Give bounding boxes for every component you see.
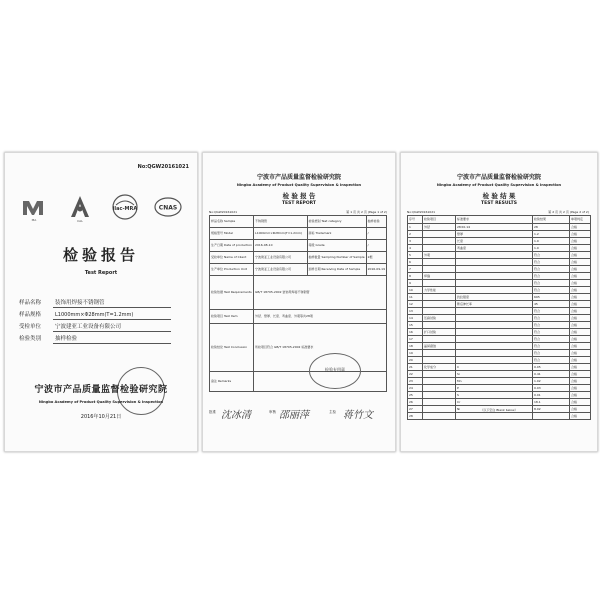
table-cell: 力学性能 bbox=[423, 287, 456, 294]
producer-value: 宁波建亚工业设备有限公司 bbox=[254, 264, 307, 276]
table-row bbox=[408, 350, 591, 357]
table-cell bbox=[456, 315, 533, 322]
table-row bbox=[408, 224, 591, 231]
table-cell: 符合 bbox=[533, 273, 570, 280]
table-cell bbox=[423, 259, 456, 266]
table-cell: 合格 bbox=[570, 273, 591, 280]
table-cell: 0.03 bbox=[533, 385, 570, 392]
table-row bbox=[408, 308, 591, 315]
table-cell: 11 bbox=[408, 294, 423, 301]
table-cell: 1.0 bbox=[533, 245, 570, 252]
table-cell: Si bbox=[456, 371, 533, 378]
table-cell: 28±0.14 bbox=[456, 224, 533, 231]
field-underline bbox=[53, 319, 171, 320]
table-cell: 焊缝 bbox=[423, 273, 456, 280]
table-cell: 压扁试验 bbox=[423, 315, 456, 322]
signature-label-inspector: 主检 bbox=[329, 410, 336, 414]
table-cell bbox=[456, 350, 533, 357]
table-cell: 695 bbox=[533, 294, 570, 301]
table-cell: 符合 bbox=[533, 336, 570, 343]
report-page-indicator: 第 1 页 共 2 页 (Page 1 of 2) bbox=[346, 210, 387, 214]
table-cell: 符合 bbox=[533, 343, 570, 350]
table-cell: 符合 bbox=[533, 350, 570, 357]
table-cell: 合格 bbox=[570, 378, 591, 385]
table-cell bbox=[423, 350, 456, 357]
table-cell bbox=[456, 287, 533, 294]
table-cell: 合格 bbox=[570, 343, 591, 350]
field-underline bbox=[53, 331, 171, 332]
signature-reviewed: 邵丽萍 bbox=[279, 410, 309, 421]
cnas-logo bbox=[153, 193, 183, 223]
table-cell: 0.05 bbox=[533, 364, 570, 371]
table-cell bbox=[456, 252, 533, 259]
table-cell: 断后伸长率 bbox=[456, 301, 533, 308]
report-institute-cn: 宁波市产品质量监督检验研究院 bbox=[256, 174, 341, 181]
table-cell: 合格 bbox=[570, 392, 591, 399]
table-cell: 合格 bbox=[570, 371, 591, 378]
results-institute-cn: 宁波市产品质量监督检验研究院 bbox=[456, 174, 541, 181]
table-cell: 18 bbox=[408, 343, 423, 350]
table-cell: 12 bbox=[408, 301, 423, 308]
table-cell bbox=[423, 245, 456, 252]
table-cell: 28 bbox=[533, 224, 570, 231]
table-row: 生产单位 Production Unit 宁波建亚工业设备有限公司 到样日期 Receiving Date of Sample 2016-09-19 bbox=[210, 264, 387, 276]
table-cell: 10 bbox=[408, 287, 423, 294]
table-cell: 14 bbox=[408, 315, 423, 322]
table-row bbox=[408, 413, 591, 420]
table-cell: 合格 bbox=[570, 245, 591, 252]
table-cell: 0.41 bbox=[533, 371, 570, 378]
table-cell: 合格 bbox=[570, 413, 591, 420]
table-cell: 合格 bbox=[570, 280, 591, 287]
table-cell: 8.02 bbox=[533, 406, 570, 413]
table-cell: 23 bbox=[408, 378, 423, 385]
table-cell: 18.1 bbox=[533, 399, 570, 406]
table-row: 检验项目 Test item 外径、壁厚、长度、弯曲度、外观等共28项 bbox=[210, 310, 387, 324]
conclusion-value: 所检项目符合 GB/T 18705-2002 标准要求 bbox=[254, 324, 387, 372]
table-cell: Mn bbox=[456, 378, 533, 385]
results-report-number: No:QGW20161021 bbox=[407, 210, 436, 214]
table-cell: 符合 bbox=[533, 357, 570, 364]
svg-text:ilac-MRA: ilac-MRA bbox=[112, 206, 138, 212]
category-value: 抽样检验 bbox=[366, 216, 386, 228]
header-cell: 标准要求 bbox=[456, 216, 533, 224]
table-cell: 符合 bbox=[533, 287, 570, 294]
table-cell bbox=[456, 413, 533, 420]
field-underline bbox=[53, 307, 171, 308]
table-cell: 15 bbox=[408, 322, 423, 329]
table-cell bbox=[423, 266, 456, 273]
table-row bbox=[408, 364, 591, 371]
table-cell bbox=[423, 399, 456, 406]
table-cell bbox=[456, 273, 533, 280]
table-row bbox=[408, 343, 591, 350]
table-cell: 6 bbox=[408, 259, 423, 266]
table-row bbox=[408, 259, 591, 266]
signature-inspector: 蒋竹文 bbox=[343, 410, 373, 421]
results-table bbox=[407, 215, 591, 420]
field-label: 检验类别 bbox=[19, 336, 42, 342]
table-cell: 壁厚 bbox=[456, 231, 533, 238]
field-value: 装饰用焊接不锈钢管 bbox=[55, 300, 105, 306]
table-cell: 25 bbox=[408, 392, 423, 399]
table-cell: 抗拉强度 bbox=[456, 294, 533, 301]
table-cell: 16 bbox=[408, 329, 423, 336]
table-row: 备注 Remarks bbox=[210, 372, 387, 392]
field-label: 受检单位 bbox=[19, 324, 42, 330]
table-cell bbox=[423, 413, 456, 420]
table-cell: 符合 bbox=[533, 280, 570, 287]
table-cell bbox=[423, 301, 456, 308]
table-cell: 13 bbox=[408, 308, 423, 315]
report-title-cn: 检 验 报 告 bbox=[282, 192, 316, 200]
table-cell: 合格 bbox=[570, 294, 591, 301]
table-row bbox=[408, 392, 591, 399]
header-cell: 检验结果 bbox=[533, 216, 570, 224]
table-row bbox=[408, 357, 591, 364]
table-cell: S bbox=[456, 392, 533, 399]
cover-page bbox=[4, 152, 198, 452]
table-row bbox=[408, 266, 591, 273]
table-cell: 符合 bbox=[533, 329, 570, 336]
table-row bbox=[408, 378, 591, 385]
report-title-en: TEST REPORT bbox=[281, 201, 317, 206]
table-cell: C bbox=[456, 364, 533, 371]
field-value: L1000mm×Φ28mm(T=1.2mm) bbox=[55, 312, 134, 318]
table-row: 受检单位 Name of Client 宁波建亚工业设备有限公司 抽样数量 Sampling Number of Sample 2根 bbox=[210, 252, 387, 264]
table-cell: 8 bbox=[408, 273, 423, 280]
table-cell bbox=[423, 378, 456, 385]
table-row: 检验依据 Test Requirements GB/T 18705-2002 装饰用焊接不锈钢管 bbox=[210, 276, 387, 310]
table-row bbox=[408, 238, 591, 245]
table-cell: 合格 bbox=[570, 329, 591, 336]
signature-label-reviewed: 审核 bbox=[269, 410, 276, 414]
table-cell bbox=[423, 238, 456, 245]
header-cell: 序号 bbox=[408, 216, 423, 224]
table-cell: 0.01 bbox=[533, 392, 570, 399]
results-footer: （以下空白 Blank below） bbox=[480, 408, 518, 412]
table-cell: 4 bbox=[408, 245, 423, 252]
table-row bbox=[408, 329, 591, 336]
table-cell bbox=[456, 308, 533, 315]
svg-text:CAL: CAL bbox=[77, 219, 83, 223]
test-report-page bbox=[202, 152, 396, 452]
table-row bbox=[408, 245, 591, 252]
table-cell bbox=[456, 322, 533, 329]
table-cell bbox=[423, 371, 456, 378]
signature-label-approved: 批准 bbox=[209, 410, 216, 414]
table-cell: 22 bbox=[408, 371, 423, 378]
table-cell: 合格 bbox=[570, 224, 591, 231]
header-cell: 检验项目 bbox=[423, 216, 456, 224]
table-cell: 合格 bbox=[570, 336, 591, 343]
table-cell: 符合 bbox=[533, 266, 570, 273]
table-row: 检验结论 Test Conclusion 所检项目符合 GB/T 18705-2002 标准要求 bbox=[210, 324, 387, 372]
table-cell bbox=[423, 308, 456, 315]
table-cell: 20 bbox=[408, 357, 423, 364]
table-cell: 1.02 bbox=[533, 378, 570, 385]
sample-name-value: 不锈钢管 bbox=[254, 216, 307, 228]
table-cell: 合格 bbox=[570, 252, 591, 259]
results-page-indicator: 第 2 页 共 2 页 (Page 2 of 2) bbox=[548, 210, 589, 214]
table-cell: 17 bbox=[408, 336, 423, 343]
table-cell: 26 bbox=[408, 399, 423, 406]
table-cell: Cr bbox=[456, 399, 533, 406]
table-row bbox=[408, 336, 591, 343]
table-cell: 合格 bbox=[570, 266, 591, 273]
cover-institute-cn: 宁波市产品质量监督检验研究院 bbox=[34, 385, 168, 395]
report-table bbox=[209, 215, 387, 392]
table-cell: 符合 bbox=[533, 308, 570, 315]
table-cell: 合格 bbox=[570, 322, 591, 329]
table-row bbox=[408, 280, 591, 287]
table-cell bbox=[423, 280, 456, 287]
table-cell bbox=[456, 357, 533, 364]
table-cell: 5 bbox=[408, 252, 423, 259]
cover-institute-en: Ningbo Academy of Product Quality Supervision & Inspection bbox=[38, 400, 164, 404]
cma-logo bbox=[19, 193, 49, 223]
table-cell: 长度 bbox=[456, 238, 533, 245]
table-row bbox=[408, 322, 591, 329]
table-cell: 合格 bbox=[570, 399, 591, 406]
table-cell bbox=[456, 280, 533, 287]
table-row bbox=[408, 294, 591, 301]
table-cell: 合格 bbox=[570, 350, 591, 357]
table-cell: 合格 bbox=[570, 315, 591, 322]
table-cell: 45 bbox=[533, 301, 570, 308]
cover-report-number: No:QGW20161021 bbox=[137, 164, 189, 170]
field-underline bbox=[53, 343, 171, 344]
table-cell: 9 bbox=[408, 280, 423, 287]
table-cell: 外径 bbox=[423, 224, 456, 231]
table-cell bbox=[423, 322, 456, 329]
table-cell: 7 bbox=[408, 266, 423, 273]
table-cell: 符合 bbox=[533, 252, 570, 259]
table-cell: 合格 bbox=[570, 385, 591, 392]
table-row bbox=[408, 287, 591, 294]
table-cell: 合格 bbox=[570, 308, 591, 315]
results-title-cn: 检 验 结 果 bbox=[482, 192, 516, 200]
table-row: 规格型号 Model L1000mm×Φ28mm(T=1.2mm) 商标 Trademark / bbox=[210, 228, 387, 240]
table-cell bbox=[423, 336, 456, 343]
header-cell: 单项判定 bbox=[570, 216, 591, 224]
table-cell: 合格 bbox=[570, 231, 591, 238]
table-row bbox=[408, 301, 591, 308]
table-cell bbox=[423, 294, 456, 301]
table-row: 生产日期 Date of production 2016-08-10 等级 Grade / bbox=[210, 240, 387, 252]
table-cell: 符合 bbox=[533, 322, 570, 329]
cal-logo bbox=[65, 193, 95, 223]
table-cell bbox=[533, 413, 570, 420]
signature-approved: 沈冰清 bbox=[221, 410, 251, 421]
ilac-mra-logo bbox=[110, 193, 140, 223]
results-title-en: TEST RESULTS bbox=[481, 201, 517, 206]
table-cell: 3 bbox=[408, 238, 423, 245]
quantity-value: 2根 bbox=[366, 252, 386, 264]
table-cell: P bbox=[456, 385, 533, 392]
svg-text:CNAS: CNAS bbox=[158, 204, 178, 212]
table-cell: 28 bbox=[408, 413, 423, 420]
table-cell bbox=[456, 336, 533, 343]
field-label: 样品规格 bbox=[19, 312, 42, 318]
table-cell: 扩口试验 bbox=[423, 329, 456, 336]
table-cell: 合格 bbox=[570, 364, 591, 371]
field-value: 抽样检验 bbox=[55, 336, 78, 342]
test-results-page bbox=[400, 152, 598, 452]
table-row bbox=[408, 273, 591, 280]
table-cell bbox=[423, 231, 456, 238]
inspection-seal bbox=[309, 353, 361, 389]
table-cell: 2 bbox=[408, 231, 423, 238]
cover-date: 2016年10月21日 bbox=[80, 414, 122, 420]
table-cell: 晶间腐蚀 bbox=[423, 343, 456, 350]
table-row bbox=[408, 371, 591, 378]
table-cell: 弯曲度 bbox=[456, 245, 533, 252]
table-row bbox=[408, 385, 591, 392]
table-cell: 1.2 bbox=[533, 231, 570, 238]
table-cell: 合格 bbox=[570, 238, 591, 245]
table-cell: 27 bbox=[408, 406, 423, 413]
report-number: No:QGW20161021 bbox=[209, 210, 238, 214]
table-row bbox=[408, 231, 591, 238]
table-header-row bbox=[408, 216, 591, 224]
table-cell bbox=[456, 329, 533, 336]
table-cell bbox=[423, 392, 456, 399]
table-cell: 1.0 bbox=[533, 238, 570, 245]
table-cell: 合格 bbox=[570, 357, 591, 364]
table-cell bbox=[423, 357, 456, 364]
spec-value: L1000mm×Φ28mm(T=1.2mm) bbox=[254, 228, 307, 240]
cover-title-en: Test Report bbox=[84, 270, 118, 276]
seal-text: 检验专用章 bbox=[325, 367, 345, 372]
table-row bbox=[408, 399, 591, 406]
table-cell: 符合 bbox=[533, 259, 570, 266]
table-cell: 化学成分 bbox=[423, 364, 456, 371]
table-cell bbox=[456, 259, 533, 266]
table-cell bbox=[456, 343, 533, 350]
table-cell: 19 bbox=[408, 350, 423, 357]
svg-text:MA: MA bbox=[31, 218, 37, 222]
table-cell bbox=[423, 385, 456, 392]
cover-title-cn: 检验报告 bbox=[62, 246, 139, 264]
table-cell: 24 bbox=[408, 385, 423, 392]
table-cell: 合格 bbox=[570, 287, 591, 294]
table-cell: 合格 bbox=[570, 259, 591, 266]
table-cell: Ni bbox=[456, 406, 533, 413]
standard-value: GB/T 18705-2002 装饰用焊接不锈钢管 bbox=[254, 276, 387, 310]
report-institute-en: Ningbo Academy of Product Quality Supervision & Inspection bbox=[236, 183, 362, 187]
table-row: 样品名称 Sample 不锈钢管 检验类别 Test category 抽样检验 bbox=[210, 216, 387, 228]
table-cell: 合格 bbox=[570, 406, 591, 413]
table-row bbox=[408, 252, 591, 259]
table-cell bbox=[456, 266, 533, 273]
table-cell: 符合 bbox=[533, 315, 570, 322]
results-institute-en: Ningbo Academy of Product Quality Supervision & Inspection bbox=[436, 183, 562, 187]
table-cell: 21 bbox=[408, 364, 423, 371]
field-label: 样品名称 bbox=[19, 300, 42, 306]
table-cell: 合格 bbox=[570, 301, 591, 308]
table-cell: 外观 bbox=[423, 252, 456, 259]
table-row bbox=[408, 315, 591, 322]
table-cell: 1 bbox=[408, 224, 423, 231]
field-value: 宁波建亚工业设备有限公司 bbox=[55, 324, 122, 330]
